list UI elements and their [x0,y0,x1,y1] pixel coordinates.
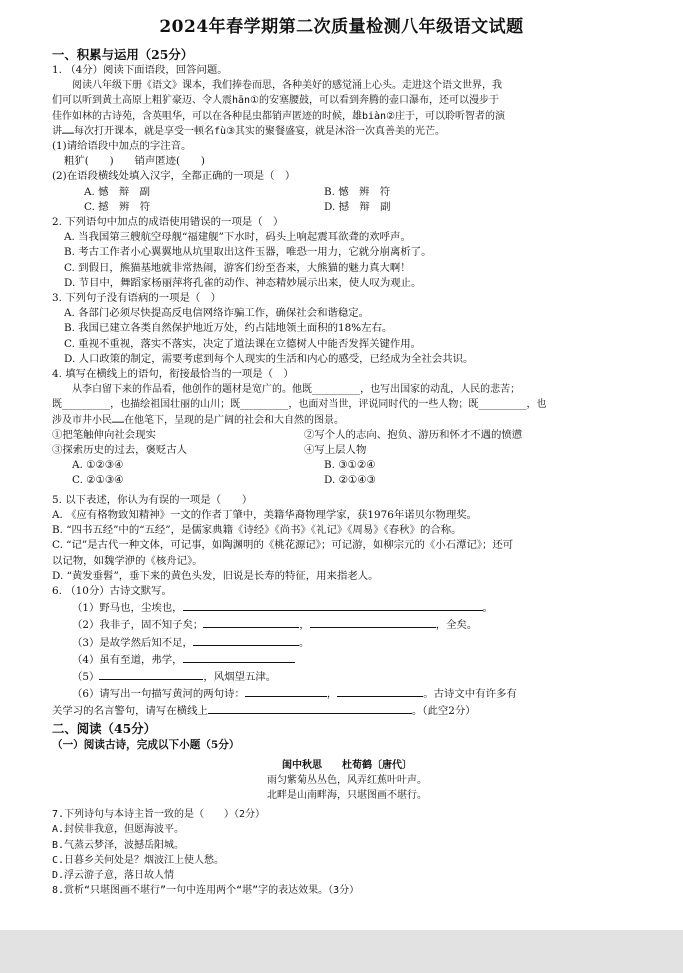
q5-option-d: D. “黄发垂髫”，垂下来的黄色头发，旧说是长寿的特征，用来指老人。 [52,569,379,582]
q4-item: ③探索历史的过去，褒贬古人 [52,444,188,457]
q6-line-1: （1）野马也，尘埃也， 。 [52,599,642,616]
q1-passage-line: 佳作如林的古诗苑，含英咀华，可以在各种昆虫都销声匿迹的时候，雄biàn②庄于，可以聆听智者的演 [52,110,506,122]
q2-option-b: B. 考古工作者小心翼翼地从坑里取出这件玉器，唯恐一用力，它就分崩离析了。 [64,246,432,259]
q6-line-6b: 关学习的名言警句，请写在横线上 。（此空2分） [52,702,642,719]
poem-title: 闺中秋思 杜荀鹤〔唐代〕 [282,759,412,771]
exam-content [52,46,642,898]
q5-option-a: A. 《应有格物致知精神》一文的作者丁肇中，美籍华裔物理学家，获1976年诺贝尔物理奖。 [52,508,478,521]
q6-line-6: （6）请写出一句描写黄河的两句诗： ， 。古诗文中有许多有 [52,685,642,702]
option-c: C. ②①③④ [72,474,124,487]
q4-items-row [52,443,642,458]
q1-passage-line: 阅读八年级下册《语文》课本，我们捧卷而思，各种美好的感觉涌上心头。走进这个语文世界，我 [72,80,502,92]
q1-sub2: (2)在语段横线处填入汉字，全都正确的一项是（ ） [52,170,296,183]
q6-line-4: （4）虽有至道，弗学， [52,651,642,668]
q7-stem: 7.下列诗句与本诗主旨一致的是（ ）（2分） [52,809,266,821]
page-bottom-margin [0,930,683,973]
option-c: C. 撼 辨 符 [84,200,151,213]
q1-sub1-items: 粗犷( ) 销声匿迹( ) [64,155,205,168]
option-b: B. ③①②④ [324,459,376,472]
q7-option-b: B.气蒸云梦泽，波撼岳阳城。 [52,839,185,851]
exam-title: 2024年春学期第二次质量检测八年级语文试题 [159,17,524,37]
poem-line: 雨匀紫菊丛丛色，风弄红蕉叶叶声。 [267,774,427,786]
q4-options-row [52,473,642,488]
q4-passage-line: 从李白留下来的作品看，他创作的题材是宽广的。他既________，也写出国家的动乱，人民的悲苦； [72,384,521,396]
q3-option-c: C. 重视不重视，落实不落实，决定了道法课在立德树人中能否发挥关键作用。 [64,337,422,350]
q4-passage-line: 既________，也描绘祖国壮丽的山川；既________，也面对当世，评说同时代的一些人物；既________，也 [52,399,547,411]
q1-options-row [52,185,642,200]
q5-stem: 5. 以下表述，你认为有误的一项是（ ） [52,493,253,506]
q7-option-a: A.封侯非我意，但愿海波平。 [52,824,185,836]
q4-passage-line: 涉及市井小民……在他笔下，呈现的是广阔的社会和大自然的图景。 [52,414,345,426]
q4-options-row [52,458,642,473]
q4-item: ④写上层人物 [304,444,367,457]
section-heading-1: 一、积累与运用（25分） [52,47,194,62]
q7-option-c: C.日暮乡关何处是？烟波江上使人愁。 [52,854,225,866]
q1-stem: 1. （4分）阅读下面语段，回答问题。 [52,64,228,76]
option-a: A. 憾 辩 副 [84,185,151,198]
option-d: D. 撼 辩 副 [324,200,391,213]
q1-passage-line: 们可以听到黄土高原上粗犷豪迈、令人震hān①的安塞腰鼓，可以看到奔腾的壶口瀑布，还可以漫步于 [52,95,500,107]
q7-option-d: D.浮云游子意，落日故人情 [52,869,175,881]
q2-option-c: C. 到假日，熊猫基地就非常热闹，游客们纷至沓来，大熊猫的魅力真大啊！ [64,261,411,274]
q2-stem: 2. 下列语句中加点的成语使用错误的一项是（ ） [52,216,284,229]
option-a: A. ①②③④ [72,459,124,472]
q3-option-d: D. 人口政策的制定，需要考虑到每个人现实的生活和内心的感受，已经成为全社会共识。 [64,352,474,365]
q1-passage-line: 讲……每次打开课本，就是享受一顿名fù③其实的聚餐盛宴，就是沐浴一次真善美的光芒。 [52,125,446,137]
q4-item: ①把笔触伸向社会现实 [52,428,156,441]
q5-option-b: B. “四书五经”中的“五经”，是儒家典籍《诗经》《尚书》《礼记》《周易》《春秋》的合称。 [52,524,462,537]
q8-stem: 8.赏析“只堪图画不堪行”一句中连用两个“堪”字的表达效果。（3分） [52,885,360,897]
q4-items-row [52,428,642,443]
poem-line: 北畔是山南畔海，只堪图画不堪行。 [267,789,427,801]
q5-option-c-cont: 以记物，如魏学洢的《核舟记》。 [52,554,203,567]
q3-option-b: B. 我国已建立各类自然保护地近万处，约占陆地领土面积的18%左右。 [64,322,393,335]
q1-options-row [52,200,642,215]
reading-subsection-heading: （一）阅读古诗，完成以下小题（5分） [52,738,240,751]
option-d: D. ②①④③ [324,474,376,487]
q4-stem: 4. 填写在横线上的语句，衔接最恰当的一项是（ ） [52,368,294,381]
q6-stem: 6. （10分）古诗文默写。 [52,584,172,597]
q4-item: ②写个人的志向、抱负、游历和怀才不遇的愤懑 [304,428,523,441]
q2-option-d: D. 节目中，舞蹈家杨丽萍将孔雀的动作、神态精妙展示出来，使人叹为观止。 [64,276,422,289]
section-heading-2: 二、阅读（45分） [52,720,156,736]
q2-option-a: A. 当我国第三艘航空母舰“福建舰”下水时，码头上响起震耳欲聋的欢呼声。 [64,231,411,244]
q3-option-a: A. 各部门必须尽快提高反电信网络诈骗工作，确保社会和谐稳定。 [64,307,370,320]
q5-option-c: C. “记”是古代一种文体，可记事，如陶渊明的《桃花源记》；可记游，如柳宗元的《小石潭记》；还可 [52,539,514,552]
q6-line-3: （3）是故学然后知不足， 。 [52,634,642,651]
q3-stem: 3. 下列句子没有语病的一项是（ ） [52,292,222,305]
q6-line-5: （5） ，风烟望五津。 [52,668,642,685]
q1-sub1: (1)请给语段中加点的字注音。 [52,140,192,153]
q6-line-2: （2）我非子，固不知子矣； ， ，全矣。 [52,616,642,633]
option-b: B. 憾 辨 符 [324,185,391,198]
